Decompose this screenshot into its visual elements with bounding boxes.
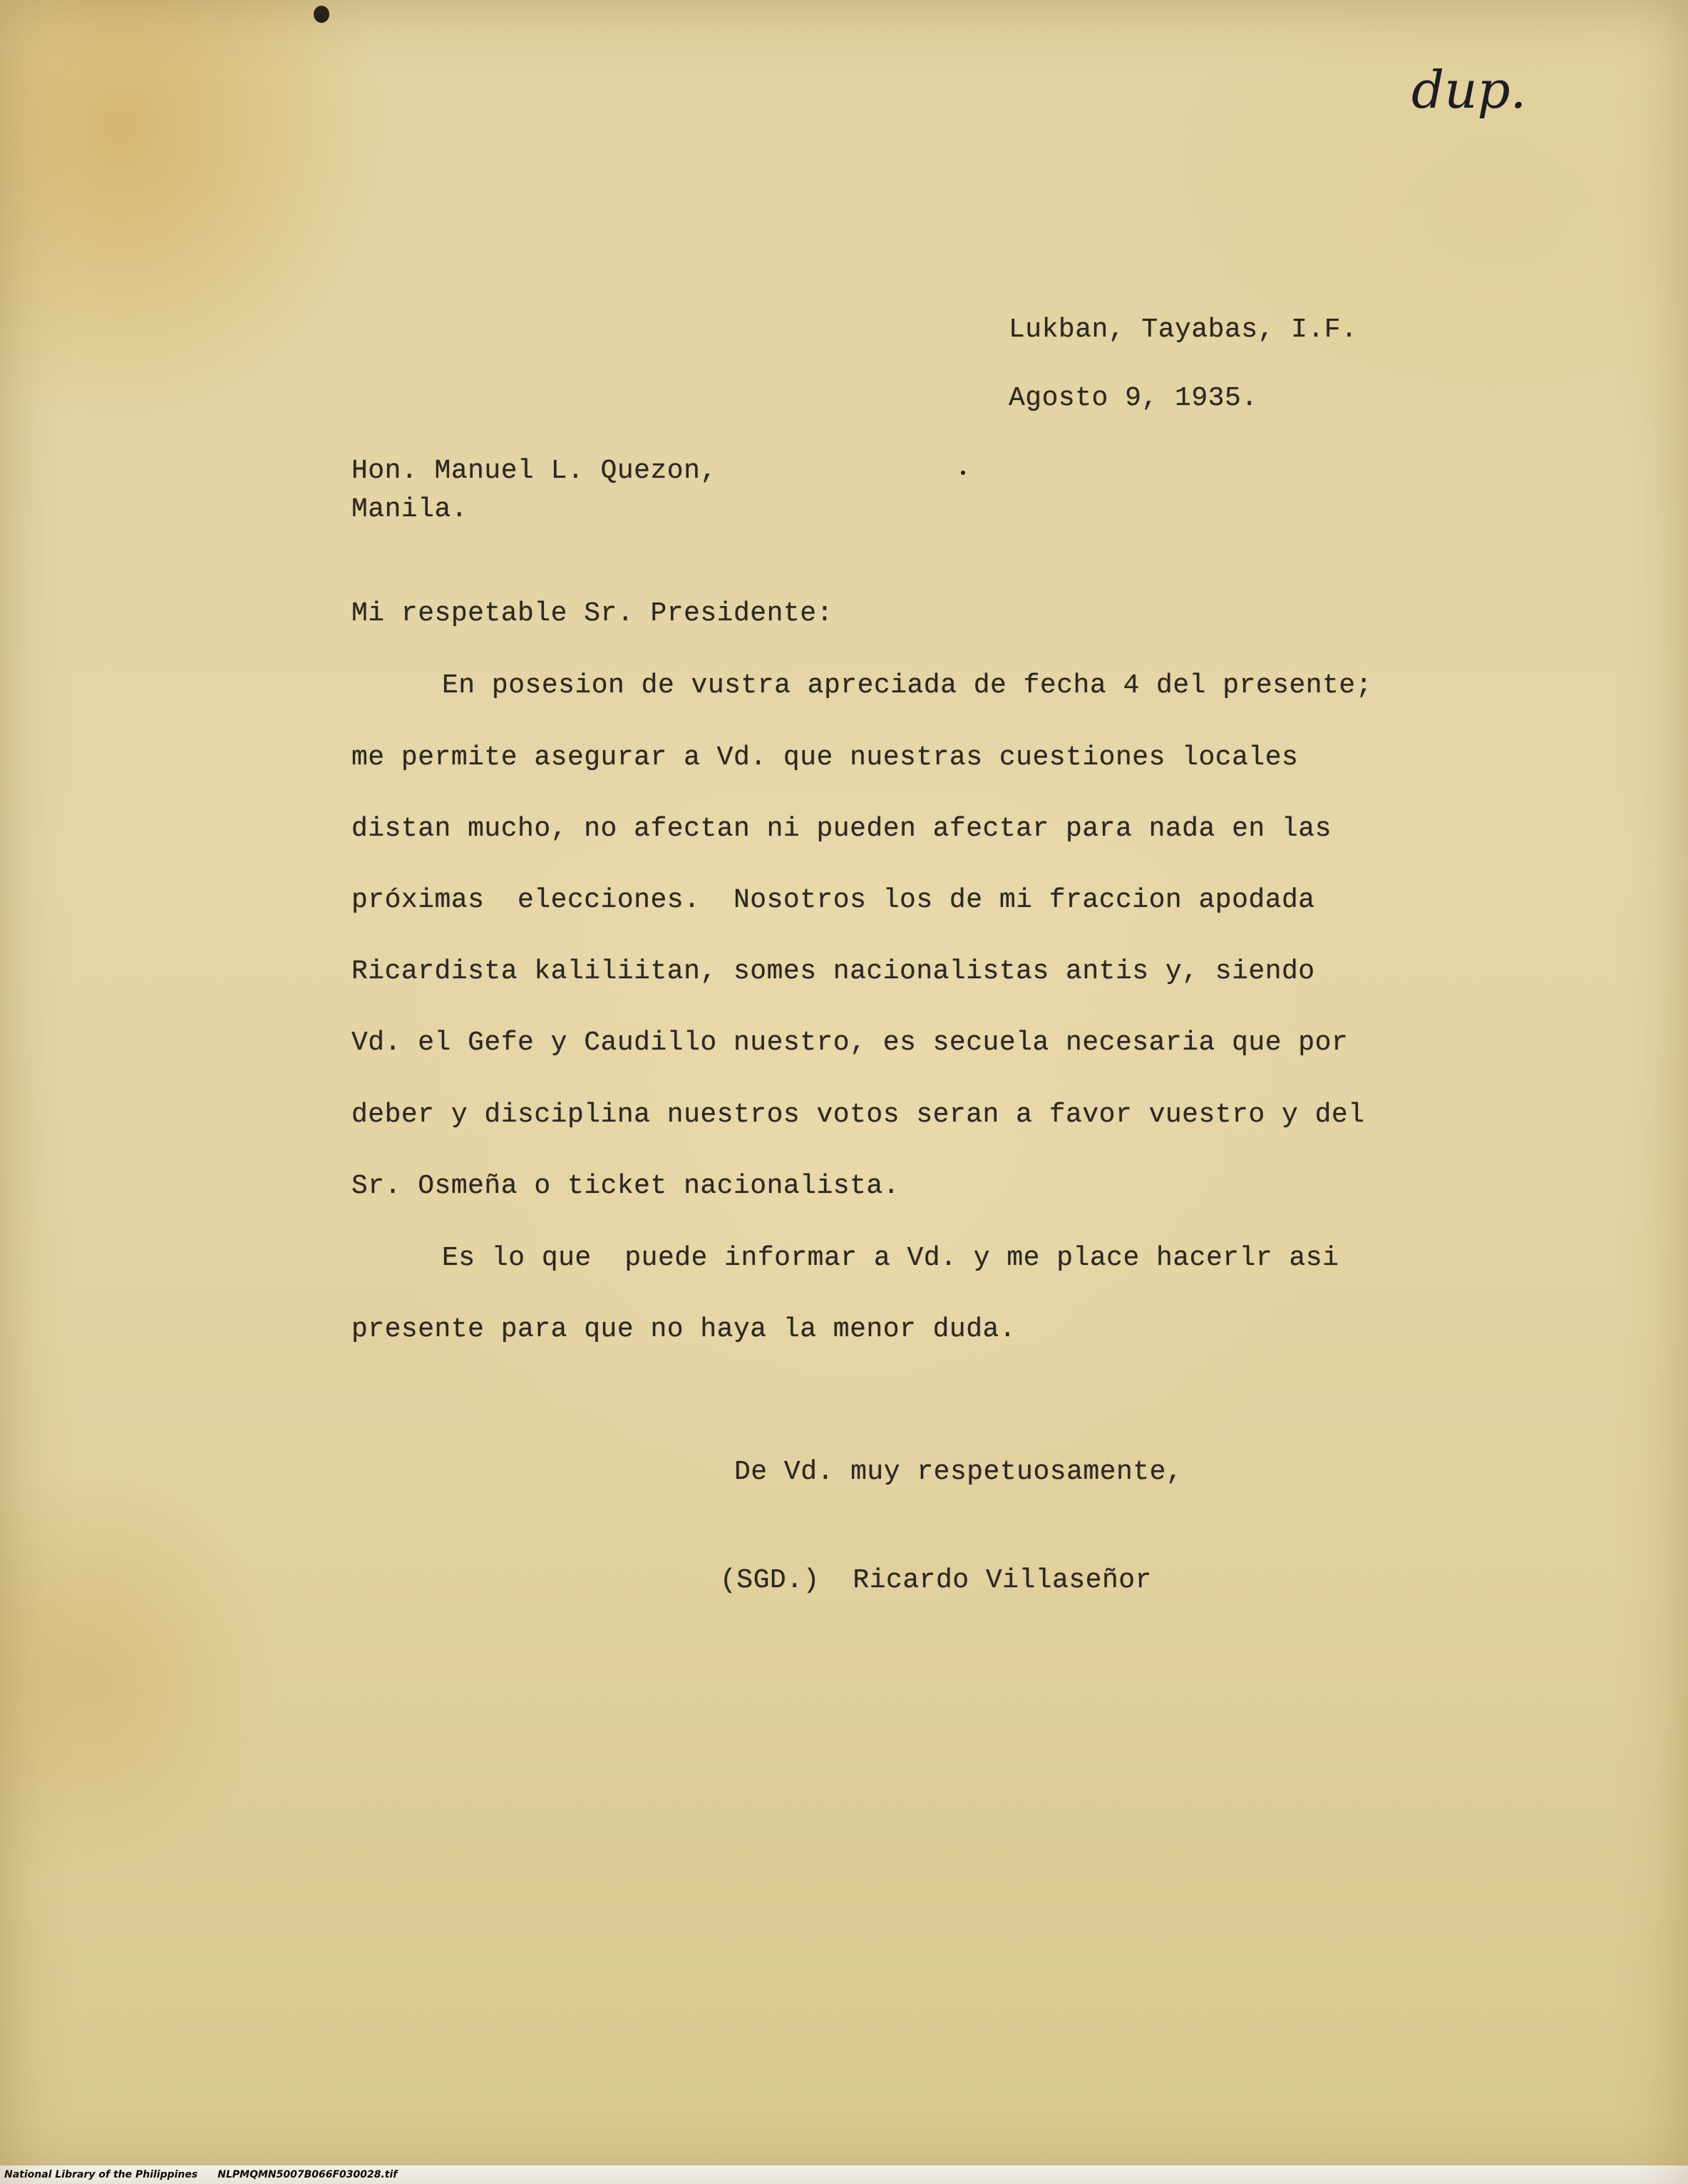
body-line: Es lo que puede informar a Vd. y me place hacerlr asi <box>442 1243 1339 1273</box>
archive-footer <box>0 2165 1688 2184</box>
letter-date: Agosto 9, 1935. <box>1009 383 1258 414</box>
body-line: deber y disciplina nuestros votos seran a favor vuestro y del <box>351 1099 1365 1130</box>
body-line: Ricardista kaliliitan, somes nacionalistas antis y, siendo <box>351 956 1315 987</box>
footer-file-id: NLPMQMN5007B066F030028.tif <box>217 2169 398 2180</box>
closing: De Vd. muy respetuosamente, <box>734 1457 1183 1487</box>
handwritten-note: dup. <box>1411 60 1527 120</box>
body-line: Sr. Osmeña o ticket nacionalista. <box>351 1171 900 1201</box>
ink-speck <box>961 471 965 475</box>
ink-spot <box>314 6 329 23</box>
body-line: En posesion de vustra apreciada de fecha 4 del presente; <box>442 670 1373 701</box>
salutation: Mi respetable Sr. Presidente: <box>351 598 833 629</box>
recipient-name: Hon. Manuel L. Quezon, <box>351 456 717 486</box>
letter-place: Lukban, Tayabas, I.F. <box>1009 314 1358 345</box>
signature: (SGD.) Ricardo Villaseñor <box>720 1565 1152 1596</box>
footer-library: National Library of the Philippines <box>4 2169 198 2180</box>
body-line: distan mucho, no afectan ni pueden afectar para nada en las <box>351 814 1332 844</box>
body-line: me permite asegurar a Vd. que nuestras cuestiones locales <box>351 742 1299 773</box>
body-line: presente para que no haya la menor duda. <box>351 1314 1017 1345</box>
body-line: próximas elecciones. Nosotros los de mi fraccion apodada <box>351 885 1315 916</box>
recipient-city: Manila. <box>351 494 468 525</box>
body-line: Vd. el Gefe y Caudillo nuestro, es secuela necesaria que por <box>351 1027 1349 1058</box>
